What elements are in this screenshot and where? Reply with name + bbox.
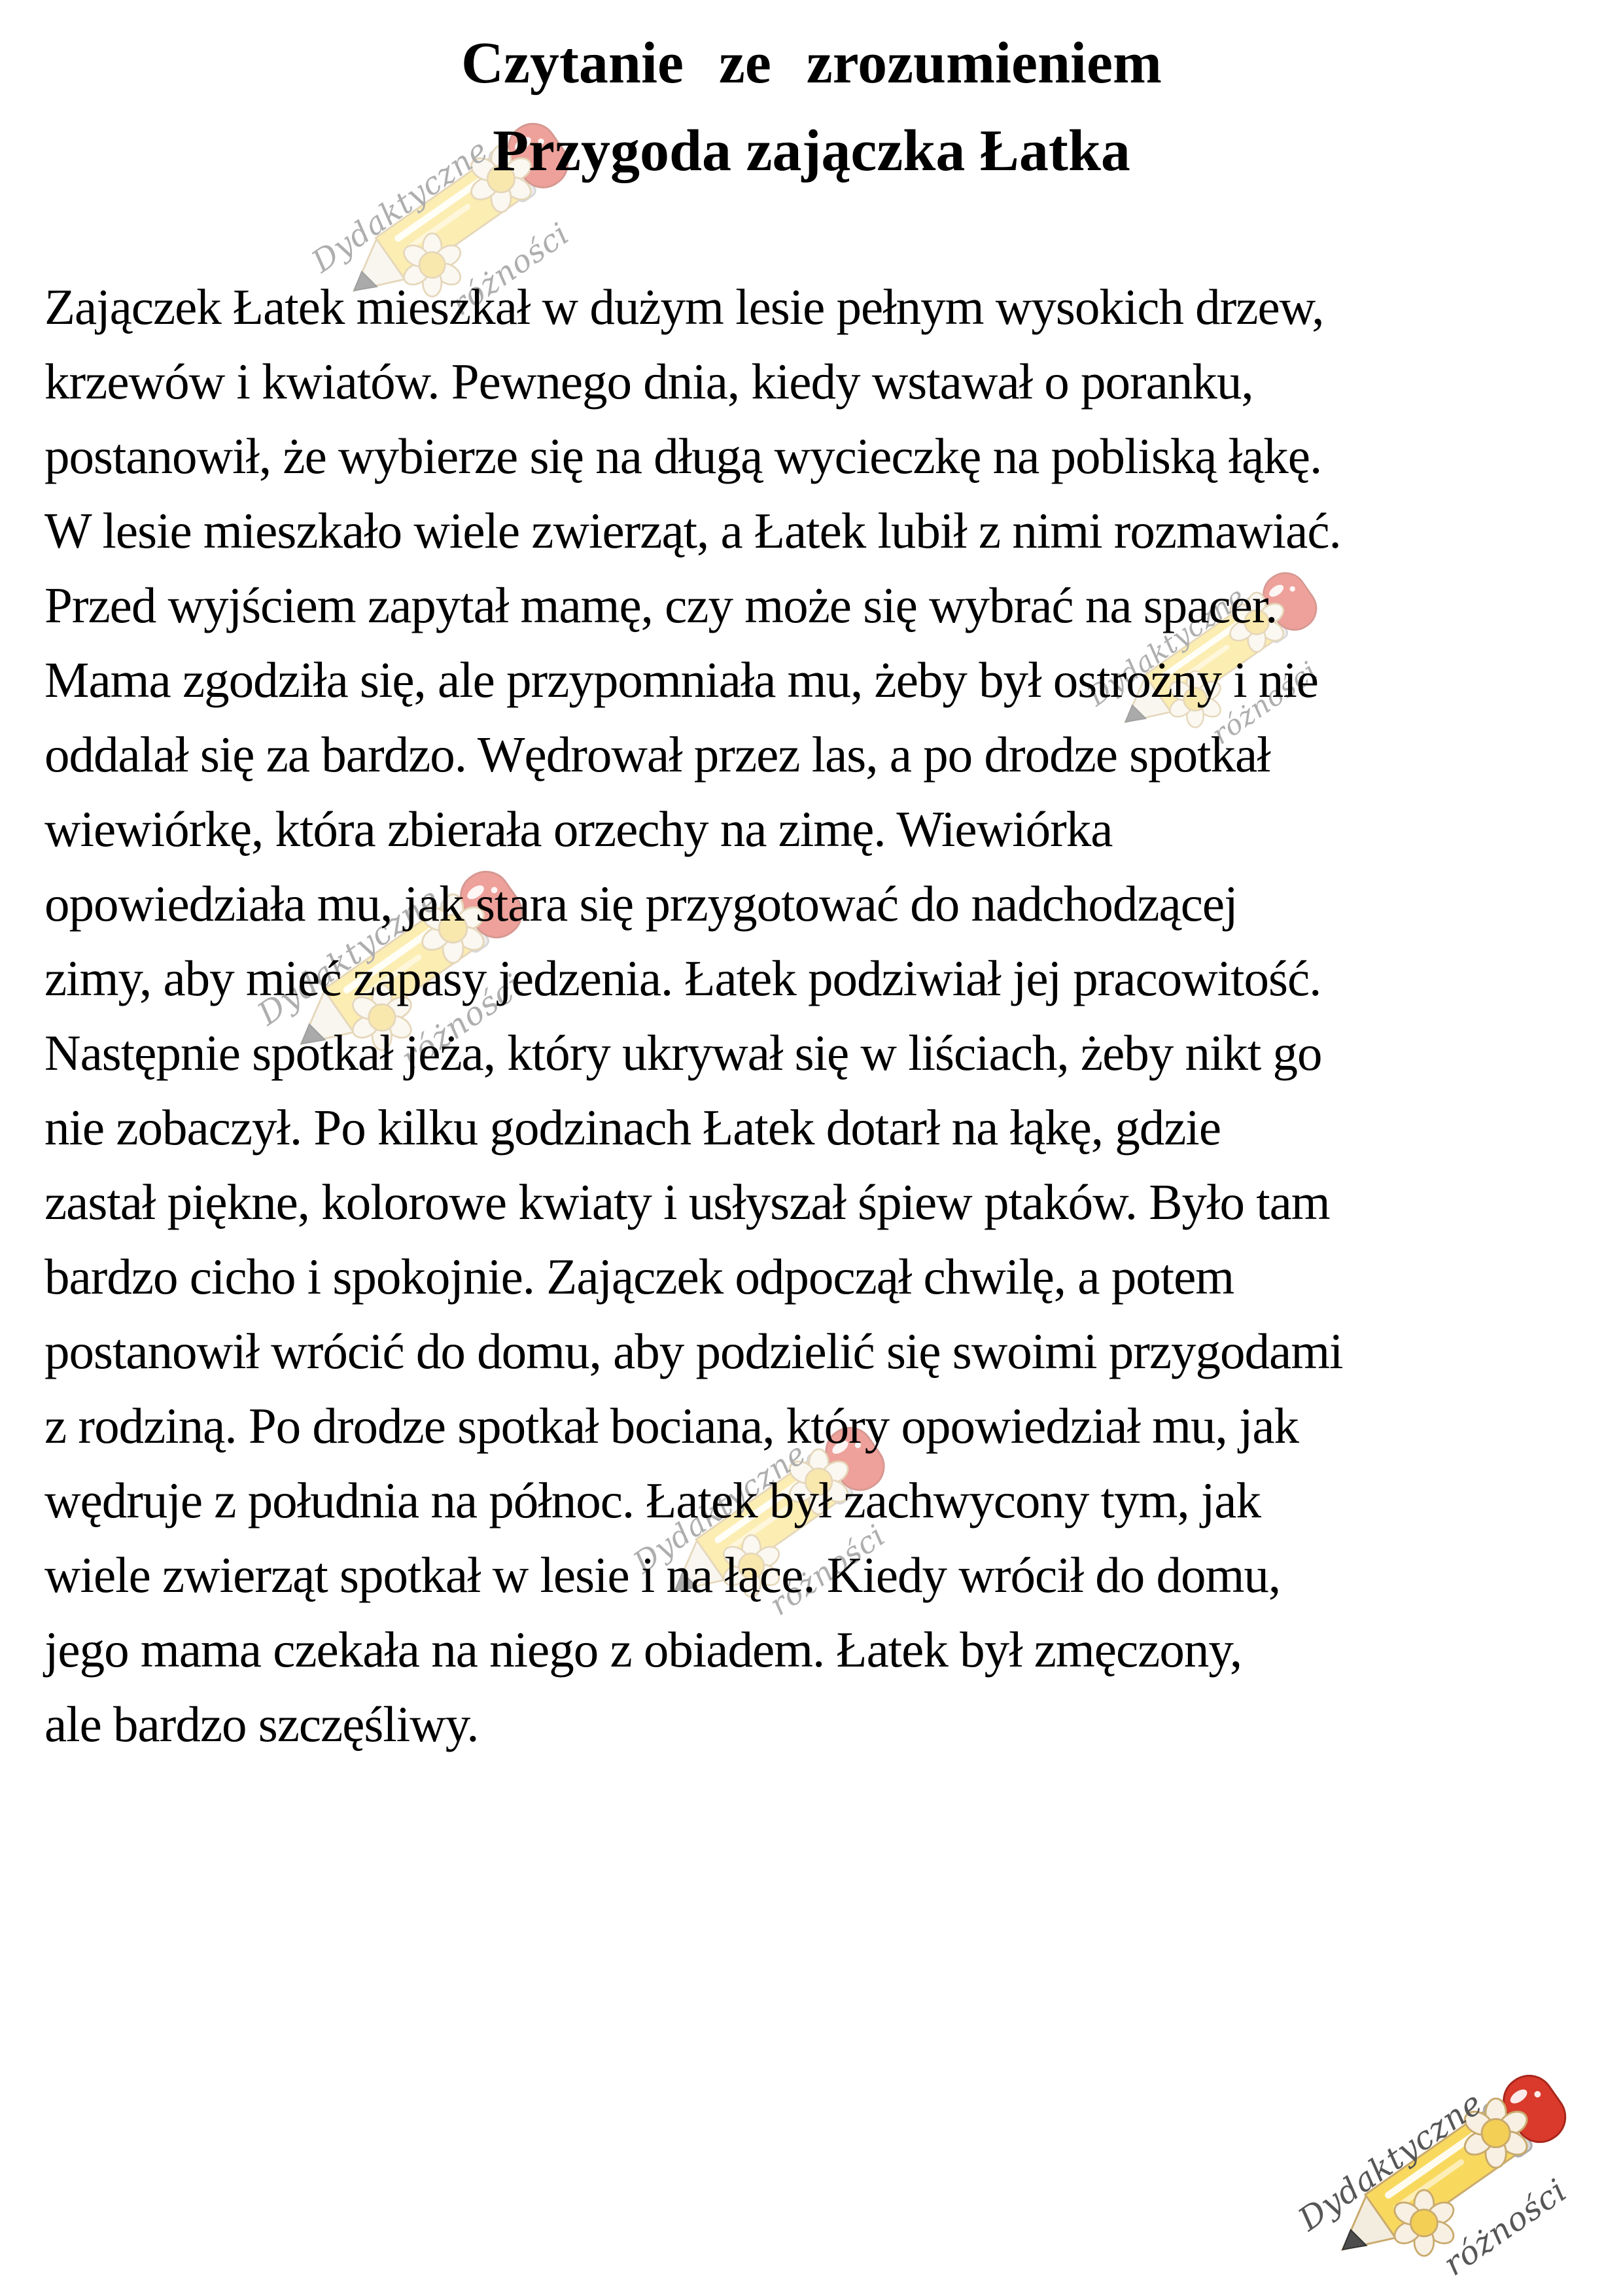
text-line: wiele zwierząt spotkał w lesie i na łące. Kiedy wrócił do domu, (44, 1547, 1281, 1603)
text-line: jego mama czekała na niego z obiadem. Łatek był zmęczony, (44, 1621, 1242, 1678)
text-line: postanowił wrócić do domu, aby podzielić się swoimi przygodami (44, 1323, 1343, 1379)
title-block (0, 20, 1623, 195)
story-paragraph (44, 270, 1603, 1761)
pencil-with-flowers-icon (1292, 2073, 1587, 2278)
text-line: wiewiórkę, która zbierała orzechy na zimę. Wiewiórka (44, 801, 1113, 857)
text-line: postanowił, że wybierze się na długą wycieczkę na pobliską łąkę. (44, 428, 1322, 484)
brand-pencil-logo (1292, 2073, 1587, 2278)
text-line: oddalał się za bardzo. Wędrował przez las, a po drodze spotkał (44, 726, 1270, 783)
text-line: krzewów i kwiatów. Pewnego dnia, kiedy wstawał o poranku, (44, 353, 1253, 410)
text-line: W lesie mieszkało wiele zwierząt, a Łatek lubił z nimi rozmawiać. (44, 503, 1341, 559)
text-line: wędruje z południa na północ. Łatek był zachwycony tym, jak (44, 1472, 1261, 1528)
text-line: zastał piękne, kolorowe kwiaty i usłyszał śpiew ptaków. Było tam (44, 1174, 1330, 1230)
text-line: opowiedziała mu, jak stara się przygotować do nadchodzącej (44, 875, 1238, 932)
text-line: Mama zgodziła się, ale przypomniała mu, żeby był ostrożny i nie (44, 652, 1318, 708)
text-line: Następnie spotkał jeża, który ukrywał się w liściach, żeby nikt go (44, 1025, 1322, 1081)
text-line: z rodziną. Po drodze spotkał bociana, który opowiedział mu, jak (44, 1398, 1299, 1454)
text-line: bardzo cicho i spokojnie. Zajączek odpoczął chwilę, a potem (44, 1248, 1234, 1305)
text-line: Zajączek Łatek mieszkał w dużym lesie pełnym wysokich drzew, (44, 279, 1324, 335)
text-line: nie zobaczył. Po kilku godzinach Łatek dotarł na łąkę, gdzie (44, 1099, 1221, 1156)
text-line: ale bardzo szczęśliwy. (44, 1696, 479, 1752)
page-subtitle: Przygoda zajączka Łatka (493, 118, 1130, 183)
page-title: Czytanie ze zrozumieniem (461, 31, 1162, 96)
text-line: zimy, aby mieć zapasy jedzenia. Łatek podziwiał jej pracowitość. (44, 950, 1321, 1006)
text-line: Przed wyjściem zapytał mamę, czy może się wybrać na spacer. (44, 577, 1278, 633)
